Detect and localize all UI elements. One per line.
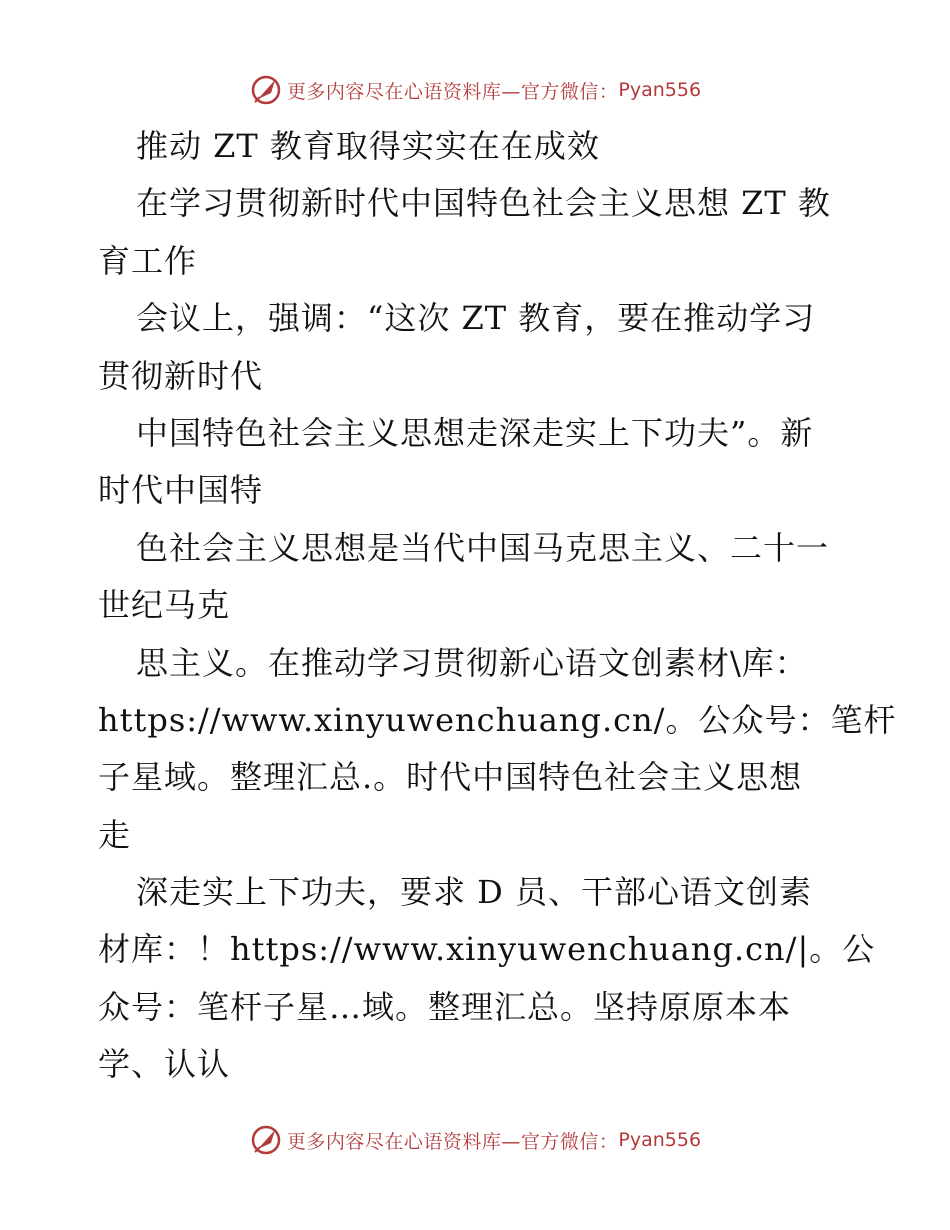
watermark-text: 更多内容尽在心语资料库—官方微信： (286, 80, 619, 103)
line-15: 材库：！https://www.xinyuwenchuang.cn/|。公 (98, 930, 876, 969)
watermark-id: Pyan556 (618, 1129, 702, 1151)
line-8: 色社会主义思想是当代中国马克思主义、二十一 (136, 528, 830, 567)
line-7: 时代中国特 (98, 471, 264, 510)
watermark-id: Pyan556 (618, 79, 702, 101)
quill-logo-icon (249, 1123, 283, 1157)
line-5: 贯彻新时代 (98, 356, 264, 395)
watermark-banner-top (0, 70, 950, 110)
watermark-banner-bottom (0, 1120, 950, 1160)
line-14: 深走实上下功夫，要求 D 员、干部心语文创素 (136, 873, 813, 912)
line-4: 会议上，强调：“这次 ZT 教育，要在推动学习 (136, 299, 816, 338)
line-16: 众号：笔杆子星…域。整理汇总。坚持原原本本 (98, 987, 792, 1026)
watermark-text: 更多内容尽在心语资料库—官方微信： (286, 1130, 619, 1153)
line-11: https://www.xinyuwenchuang.cn/。公众号：笔杆 (98, 700, 897, 739)
line-17: 学、认认 (98, 1045, 231, 1084)
line-12: 子星域。整理汇总.。时代中国特色社会主义思想 (98, 758, 803, 797)
line-3: 育工作 (98, 241, 198, 280)
line-10: 思主义。在推动学习贯彻新心语文创素材\库： (136, 643, 808, 682)
line-6: 中国特色社会主义思想走深走实上下功夫”。新 (136, 413, 814, 452)
line-13: 走 (98, 815, 132, 854)
line-9: 世纪马克 (98, 586, 231, 625)
line-2: 在学习贯彻新时代中国特色社会主义思想 ZT 教 (136, 184, 831, 223)
quill-logo-icon (249, 73, 283, 107)
line-1: 推动 ZT 教育取得实实在在成效 (136, 127, 600, 165)
document-body (98, 118, 897, 1094)
